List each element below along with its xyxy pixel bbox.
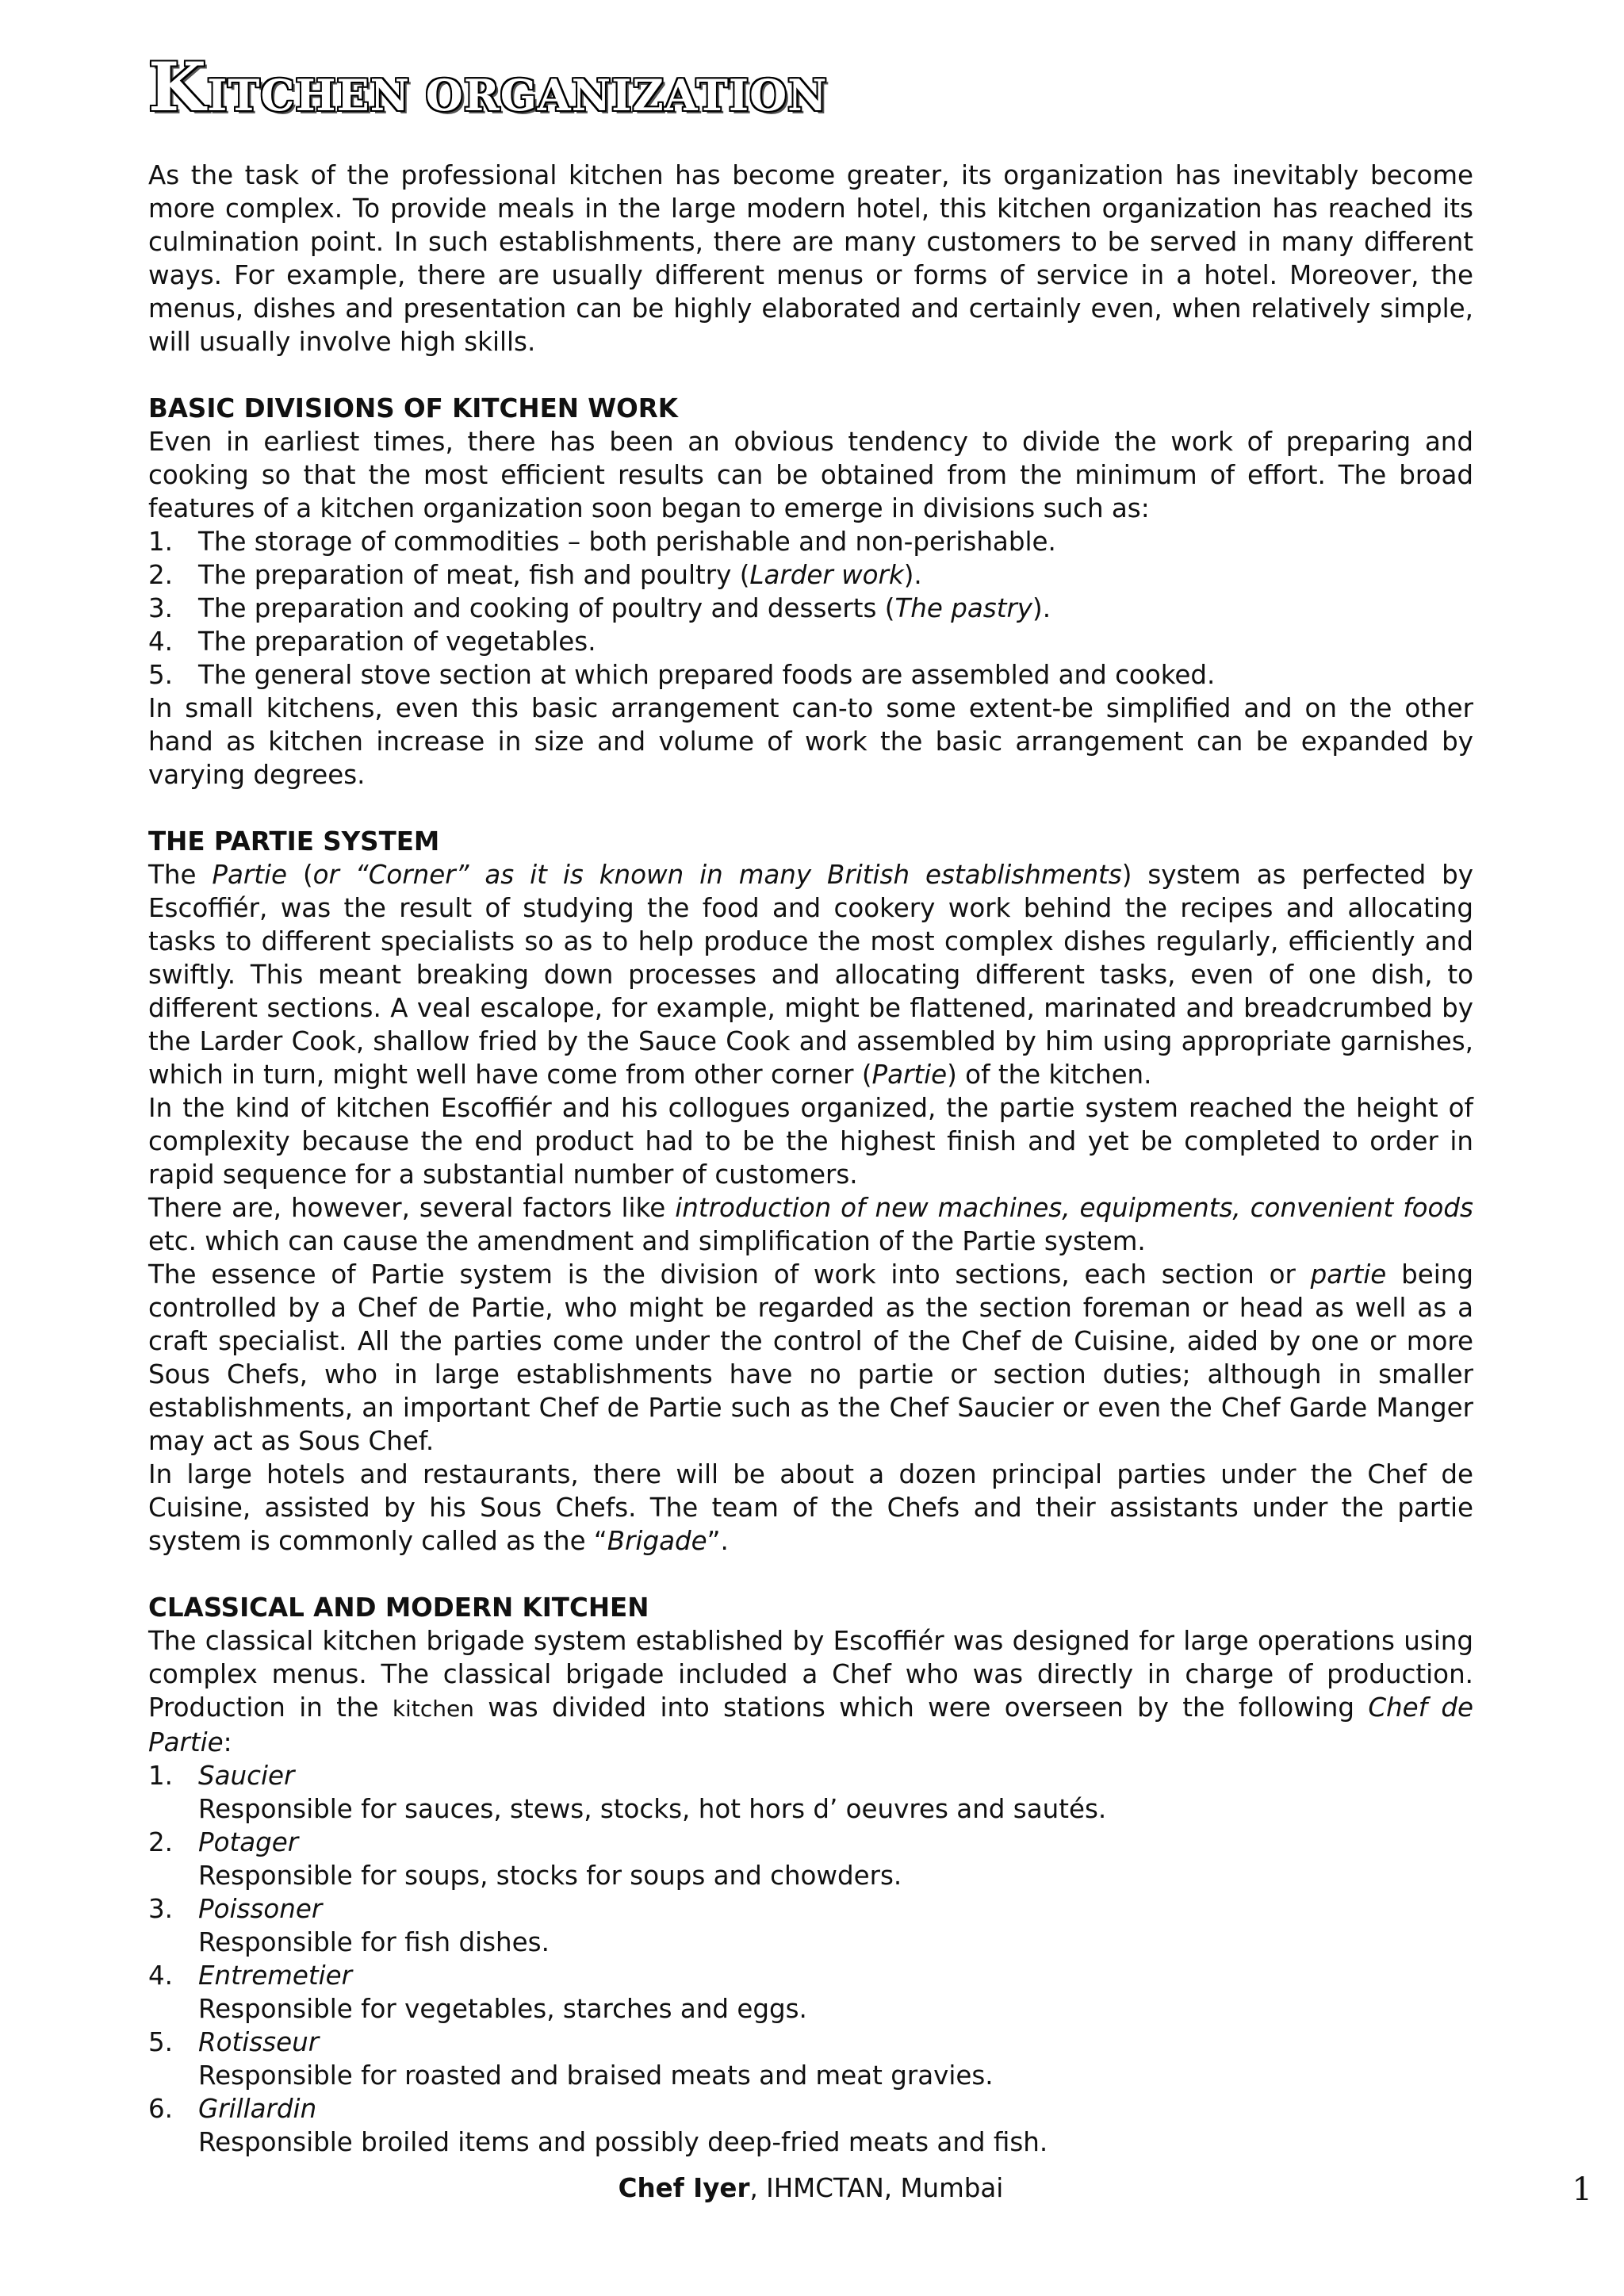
- section-lead: Even in earliest times, there has been an obvious tendency to divide the work of preparing and cooking so that the most efficient results can be obtained from the minimum of effort. The broad features of a kitchen organization soon began to emerge in divisions such as:: [148, 427, 1473, 523]
- partie-system-section: [148, 825, 1473, 1558]
- list-item: [148, 1892, 1473, 1959]
- title-capital: K: [148, 48, 208, 126]
- station-description: Responsible broiled items and possibly deep-fried meats and fish.: [198, 2127, 1048, 2157]
- section-heading: CLASSICAL AND MODERN KITCHEN: [148, 1593, 649, 1623]
- stations-list: [148, 1759, 1473, 2159]
- page-title: [148, 48, 1473, 127]
- list-number: 5.: [148, 660, 174, 690]
- station-description: Responsible for soups, stocks for soups and chowders.: [198, 1861, 902, 1891]
- basic-divisions-section: [148, 392, 1473, 792]
- list-number: 5.: [148, 2027, 174, 2057]
- list-number: 3.: [148, 593, 174, 623]
- list-text: The preparation and cooking of poultry and desserts (The pastry).: [198, 593, 1051, 623]
- list-item: [148, 592, 1473, 625]
- list-number: 4.: [148, 1961, 174, 1991]
- partie-paragraph-5: In large hotels and restaurants, there will be about a dozen principal parties under the Chef de Cuisine, assisted by his Sous Chefs. The team of the Chefs and their assistants under the partie system is commonly called as the “Brigade”.: [148, 1459, 1473, 1556]
- divisions-list: [148, 525, 1473, 692]
- section-closing: In small kitchens, even this basic arrangement can-to some extent-be simplified and on the other hand as kitchen increase in size and volume of work the basic arrangement can be expanded by varying degrees.: [148, 693, 1473, 790]
- list-number: 2.: [148, 560, 174, 590]
- partie-paragraph-2: In the kind of kitchen Escoffiér and his collogues organized, the partie system reached the height of complexity because the end product had to be the highest finish and yet be completed to order in rapid sequence for a substantial number of customers.: [148, 1093, 1473, 1190]
- list-item: [148, 558, 1473, 592]
- list-number: 6.: [148, 2094, 174, 2124]
- list-text: The preparation of meat, fish and poultry (Larder work).: [198, 560, 922, 590]
- section-heading: BASIC DIVISIONS OF KITCHEN WORK: [148, 393, 678, 424]
- list-text: The general stove section at which prepared foods are assembled and cooked.: [198, 660, 1216, 690]
- station-name: Rotisseur: [198, 2027, 320, 2057]
- station-description: Responsible for sauces, stews, stocks, hot hors d’ oeuvres and sautés.: [198, 1794, 1107, 1824]
- station-name: Potager: [198, 1827, 299, 1857]
- station-name: Entremetier: [198, 1961, 353, 1991]
- station-name: Grillardin: [198, 2094, 317, 2124]
- list-item: [148, 658, 1473, 692]
- list-item: [148, 2092, 1473, 2159]
- list-number: 3.: [148, 1894, 174, 1924]
- list-number: 2.: [148, 1827, 174, 1857]
- list-item: [148, 625, 1473, 658]
- page-number: 1: [1572, 2171, 1592, 2208]
- list-item: [148, 525, 1473, 558]
- list-text: The storage of commodities – both perishable and non-perishable.: [198, 527, 1056, 557]
- list-item: [148, 1959, 1473, 2026]
- station-description: Responsible for roasted and braised meats and meat gravies.: [198, 2060, 994, 2091]
- footer-author: Chef Iyer: [618, 2173, 750, 2203]
- list-number: 1.: [148, 1761, 174, 1791]
- partie-paragraph-1: The Partie (or “Corner” as it is known in many British establishments) system as perfected by Escoffiér, was the result of studying the food and cookery work behind the recipes and allocating tasks to different specialists so as to help produce the most complex dishes regularly, efficiently and swiftly. This meant breaking down processes and allocating different tasks, even of one dish, to different sections. A veal escalope, for example, might be flattened, marinated and breadcrumbed by the Larder Cook, shallow fried by the Sauce Cook and assembled by him using appropriate garnishes, which in turn, might well have come from other corner (Partie) of the kitchen.: [148, 860, 1474, 1090]
- station-description: Responsible for vegetables, starches and eggs.: [198, 1994, 807, 2024]
- intro-paragraph: As the task of the professional kitchen has become greater, its organization has inevitably become more complex. To provide meals in the large modern hotel, this kitchen organization has reached its culmination point. In such establishments, there are many customers to be served in many different ways. For example, there are usually different menus or forms of service in a hotel. Moreover, the menus, dishes and presentation can be highly elaborated and certainly even, when relatively simple, will usually involve high skills.: [148, 160, 1473, 357]
- partie-paragraph-4: The essence of Partie system is the division of work into sections, each section or partie being controlled by a Chef de Partie, who might be regarded as the section foreman or head as well as a craft specialist. All the parties come under the control of the Chef de Cuisine, aided by one or more Sous Chefs, who in large establishments have no partie or section duties; although in smaller establishments, an important Chef de Partie such as the Chef Saucier or even the Chef Garde Manger may act as Sous Chef.: [148, 1259, 1473, 1456]
- list-item: [148, 2026, 1473, 2092]
- section-lead: The classical kitchen brigade system established by Escoffiér was designed for large operations using complex menus. The classical brigade included a Chef who was directly in charge of production. Production in the kitchen was divided into stations which were overseen by the following Chef de Partie:: [148, 1626, 1473, 1757]
- station-description: Responsible for fish dishes.: [198, 1927, 550, 1957]
- station-name: Poissoner: [198, 1894, 323, 1924]
- footer-affiliation: , IHMCTAN, Mumbai: [749, 2173, 1004, 2203]
- list-item: [148, 1759, 1473, 1826]
- list-item: [148, 1826, 1473, 1892]
- station-name: Saucier: [198, 1761, 295, 1791]
- partie-paragraph-3: There are, however, several factors like introduction of new machines, equipments, convenient foods etc. which can cause the amendment and simplification of the Partie system.: [148, 1193, 1473, 1256]
- list-number: 1.: [148, 527, 174, 557]
- title-rest: ITCHEN ORGANIZATION: [207, 70, 828, 121]
- page-footer: [148, 2171, 1473, 2211]
- list-text: The preparation of vegetables.: [198, 627, 596, 657]
- section-heading: THE PARTIE SYSTEM: [148, 826, 440, 857]
- classical-kitchen-section: [148, 1591, 1473, 2159]
- list-number: 4.: [148, 627, 174, 657]
